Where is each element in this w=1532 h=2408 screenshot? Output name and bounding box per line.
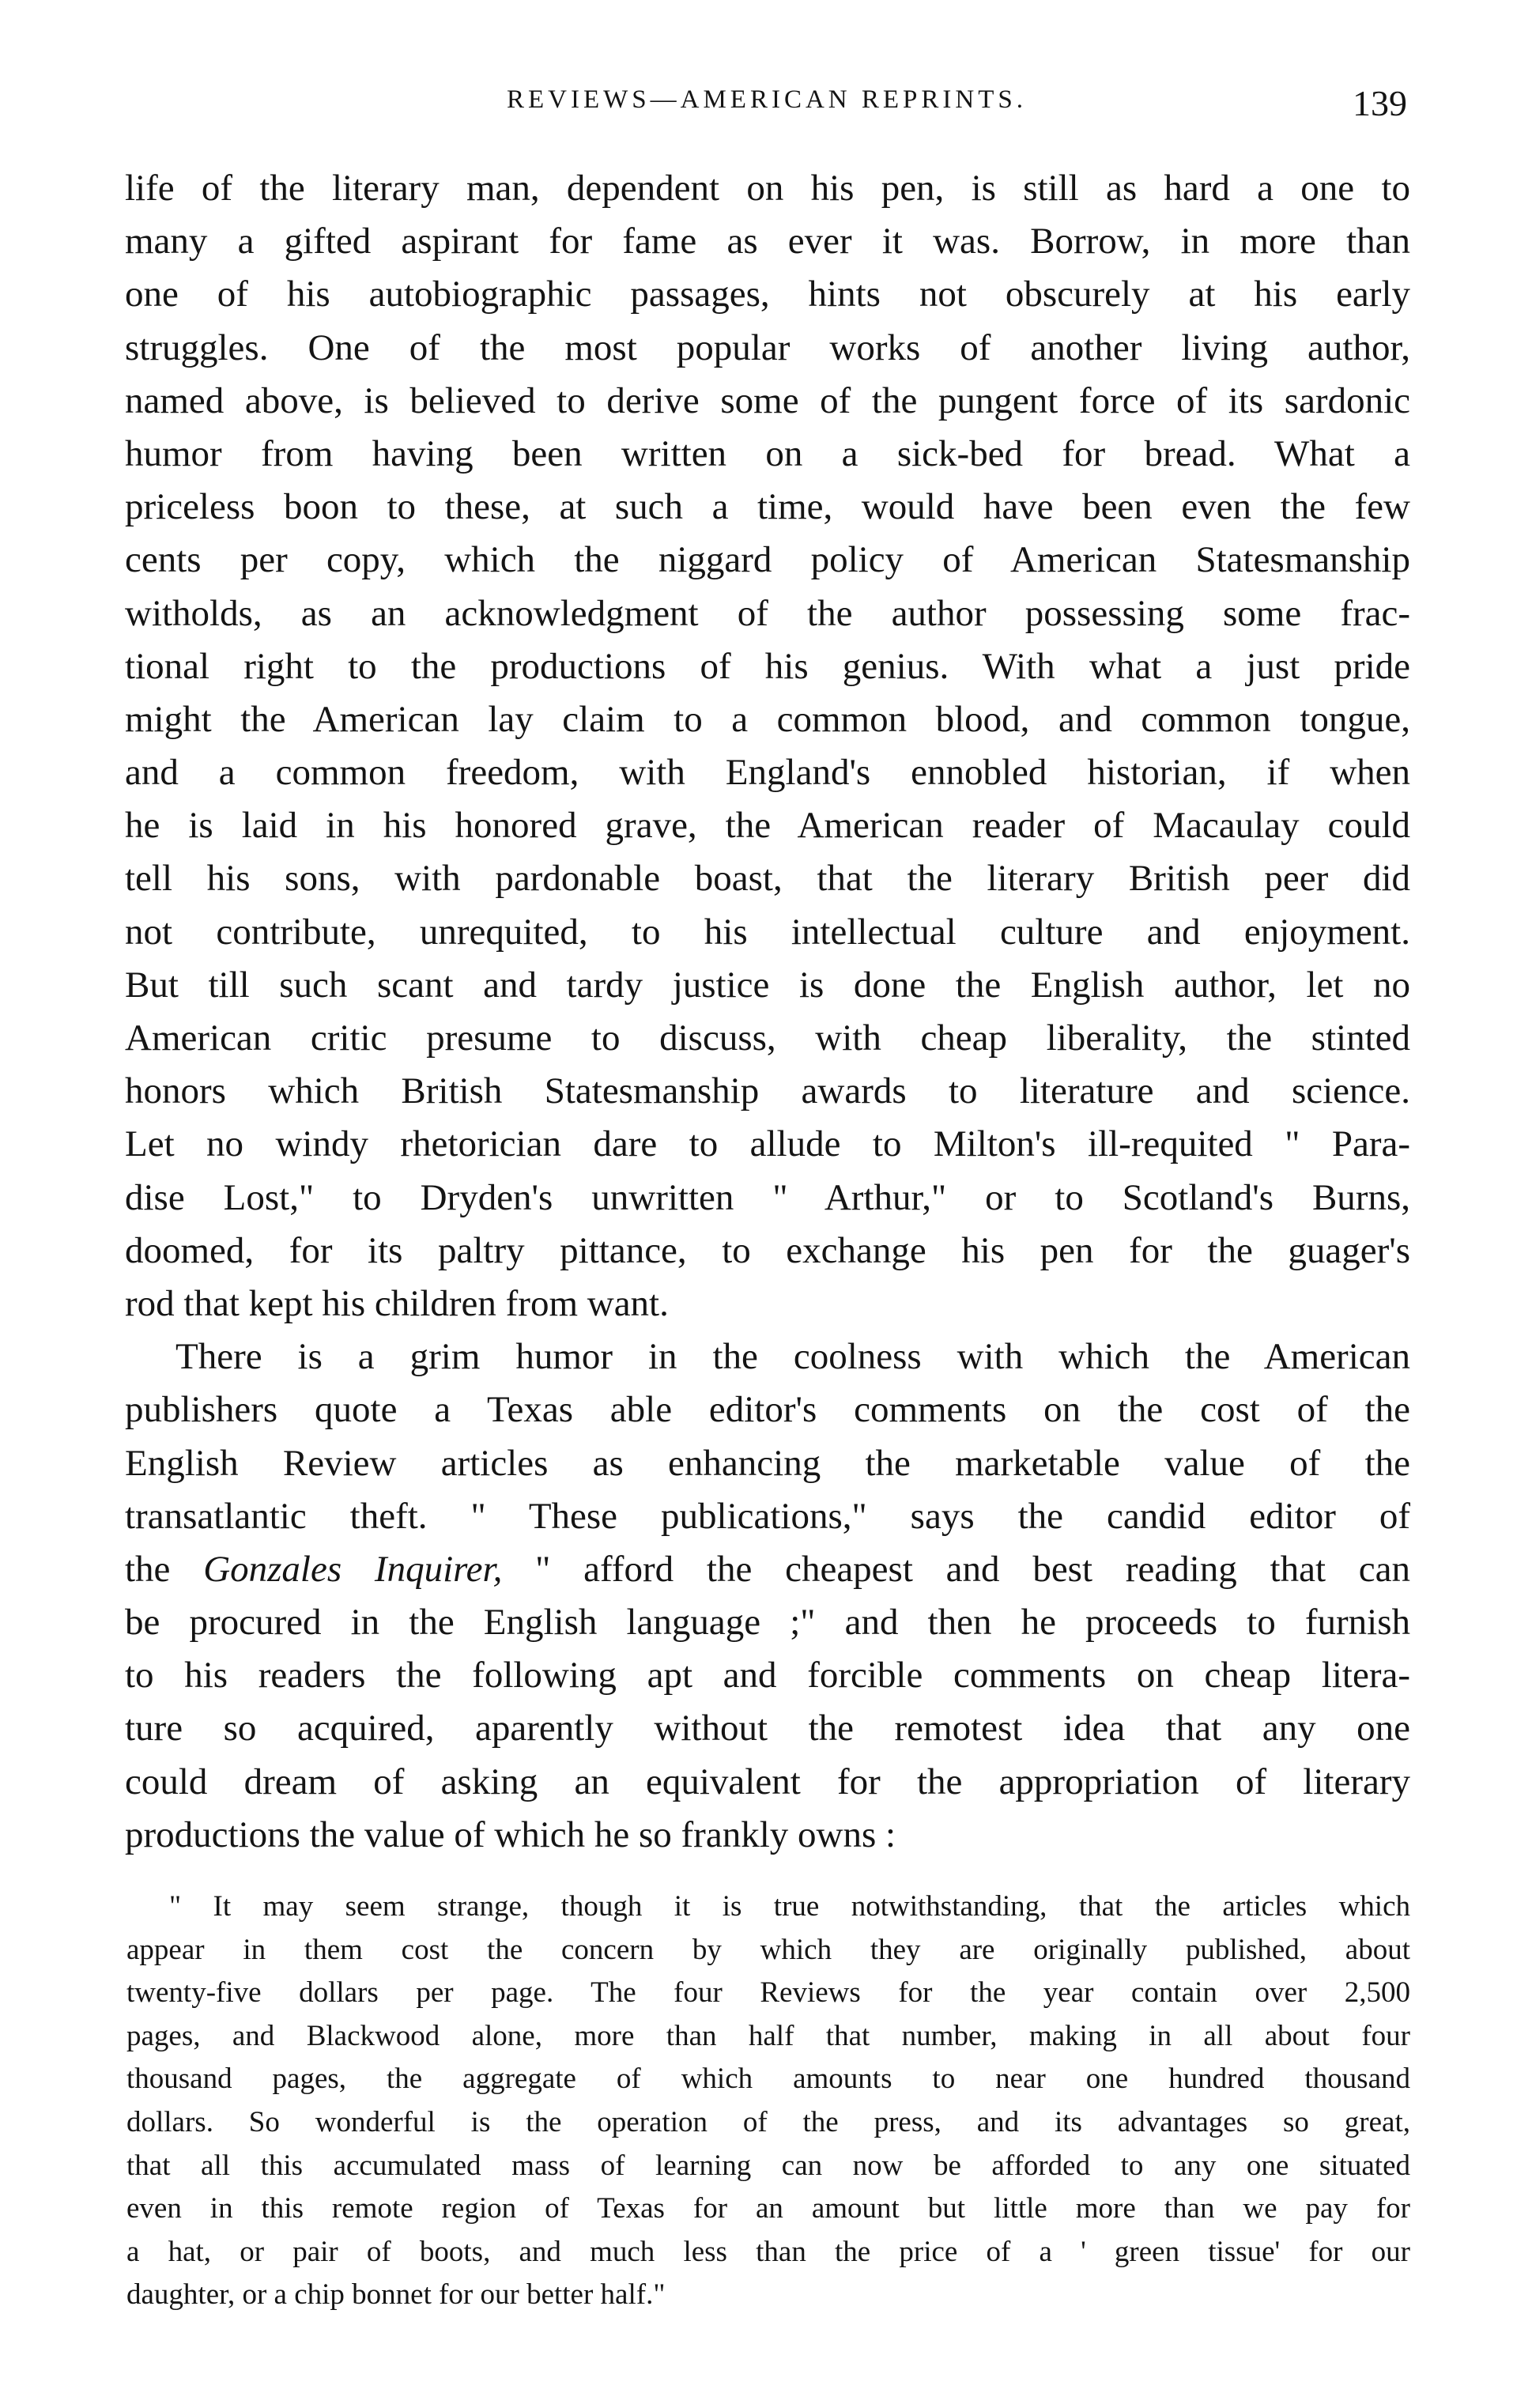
text-line: rod that kept his children from want. — [125, 1282, 669, 1324]
quote-line: appear in them cost the concern by which they are originally published, about — [126, 1933, 1410, 1966]
quote-line: pages, and Blackwood alone, more than half that number, making in all about four — [126, 2019, 1410, 2052]
text-line: might the American lay claim to a common blood, and common tongue, — [125, 698, 1410, 740]
text-line: tional right to the productions of his genius. With what a just pride — [125, 645, 1410, 687]
text-line: ture so acquired, aparently without the remotest idea that any one — [125, 1708, 1410, 1749]
text-line: be procured in the English language ;" and then he proceeds to furnish — [125, 1602, 1410, 1644]
text-line: many a gifted aspirant for fame as ever it was. Borrow, in more than — [125, 221, 1410, 262]
text-line: Let no windy rhetorician dare to allude to Milton's ill-requited " Para- — [125, 1123, 1410, 1165]
page-number: 139 — [1353, 83, 1407, 123]
text-line: priceless boon to these, at such a time, would have been even the few — [125, 486, 1410, 528]
body-text — [125, 162, 1410, 1862]
text-line: But till such scant and tardy justice is done the English author, let no — [125, 964, 1410, 1006]
text-line: publishers quote a Texas able editor's comments on the cost of the — [125, 1389, 1410, 1431]
quote-line: dollars. So wonderful is the operation of the press, and its advantages so great, — [126, 2105, 1410, 2138]
text-line: not contribute, unrequited, to his intellectual culture and enjoyment. — [125, 911, 1410, 953]
text-line: doomed, for its paltry pittance, to exchange his pen for the guager's — [125, 1229, 1410, 1271]
text-line: struggles. One of the most popular works of another living author, — [125, 326, 1410, 368]
text-line: he is laid in his honored grave, the American reader of Macaulay could — [125, 805, 1410, 847]
quote-line: that all this accumulated mass of learning can now be afforded to any one situated — [126, 2149, 1410, 2182]
paragraph-2 — [125, 1330, 1410, 1862]
text-line: cents per copy, which the niggard policy of American Statesmanship — [125, 539, 1410, 581]
text-fragment: the — [125, 1548, 204, 1590]
quote-line: even in this remote region of Texas for an amount but little more than we pay for — [126, 2192, 1410, 2225]
text-line: transatlantic theft. " These publications," says the candid editor of — [125, 1495, 1410, 1537]
text-line: and a common freedom, with England's ennobled historian, if when — [125, 752, 1410, 794]
quote-line: thousand pages, the aggregate of which amounts to near one hundred thousand — [126, 2063, 1410, 2096]
text-line: could dream of asking an equivalent for the appropriation of literary — [125, 1761, 1410, 1802]
text-line: English Review articles as enhancing the marketable value of the — [125, 1442, 1410, 1484]
text-line: life of the literary man, dependent on his pen, is still as hard a one to — [125, 168, 1410, 209]
text-line: to his readers the following apt and forcible comments on cheap litera- — [125, 1655, 1410, 1697]
quote-line: twenty-five dollars per page. The four Reviews for the year contain over 2,500 — [126, 1976, 1410, 2010]
block-quotation — [126, 1885, 1410, 2317]
running-head — [126, 82, 1407, 130]
running-title: REVIEWS—AMERICAN REPRINTS. — [506, 85, 1028, 114]
quote-line: " It may seem strange, though it is true notwithstanding, that the articles which — [169, 1890, 1410, 1923]
text-line: dise Lost," to Dryden's unwritten " Arthur," or to Scotland's Burns, — [125, 1176, 1410, 1218]
text-line: witholds, as an acknowledgment of the author possessing some frac- — [125, 592, 1410, 634]
quote-line: daughter, or a chip bonnet for our better half." — [126, 2278, 666, 2312]
text-line: one of his autobiographic passages, hints not obscurely at his early — [125, 274, 1410, 315]
text-line: productions the value of which he so frankly owns : — [125, 1814, 896, 1855]
text-line — [125, 1543, 1410, 1596]
quote-line: a hat, or pair of boots, and much less than the price of a ' green tissue' for our — [126, 2235, 1410, 2268]
newspaper-title: Gonzales Inquirer, — [203, 1548, 503, 1590]
text-line: named above, is believed to derive some of the pungent force of its sardonic — [125, 379, 1410, 421]
text-line: American critic presume to discuss, with cheap liberality, the stinted — [125, 1017, 1410, 1059]
text-line: tell his sons, with pardonable boast, that the literary British peer did — [125, 858, 1410, 900]
text-line: There is a grim humor in the coolness with which the American — [175, 1336, 1410, 1378]
text-line: honors which British Statesmanship awards to literature and science. — [125, 1070, 1410, 1112]
paragraph-1 — [125, 162, 1410, 1330]
text-fragment: " afford the cheapest and best reading that can — [502, 1548, 1411, 1590]
text-line: humor from having been written on a sick-bed for bread. What a — [125, 432, 1410, 474]
